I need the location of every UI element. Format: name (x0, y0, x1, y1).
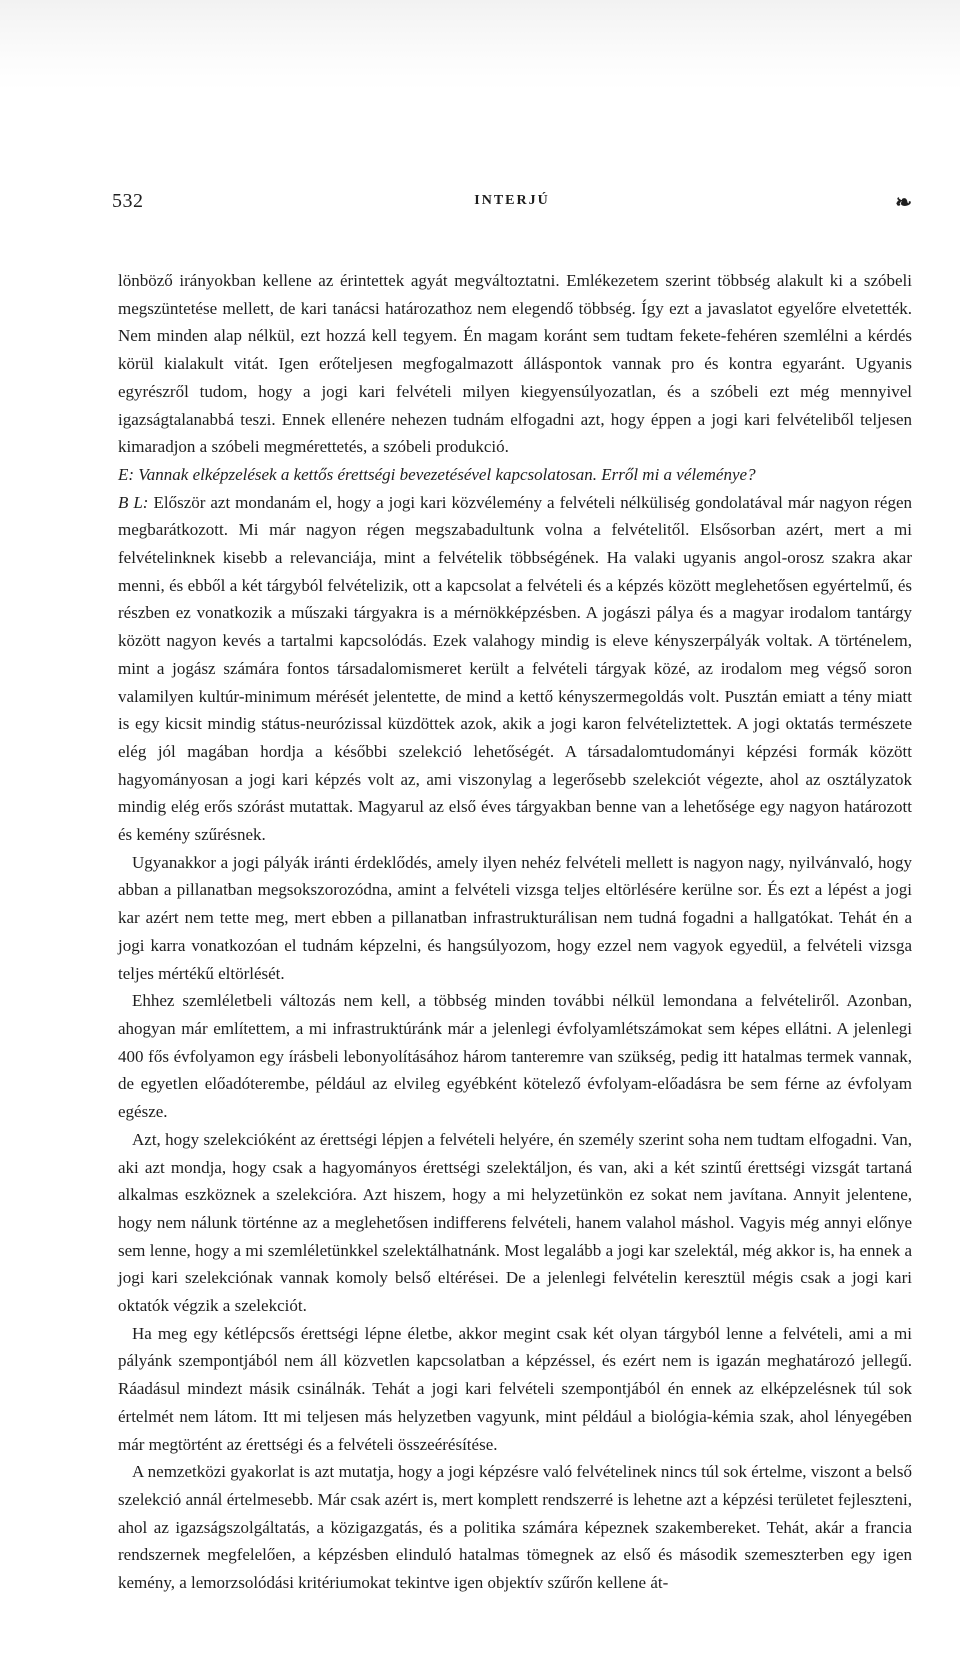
interviewee-answer (118, 489, 912, 849)
paragraph (118, 1320, 912, 1459)
answer-text: Először azt mondanám el, hogy a jogi kari közvélemény a felvételi nélküliség gondolatával már nagyon régen megbarátkozott. Mi már nagyon régen megszabadultunk volna a felvételitől. Elsősorban azért, mert a mi felvételinknek kisebb a relevanciája, mint a felvételik többségének. Ha valaki ugyanis angol-orosz szakra akar menni, és ebből a két tárgyból felvételizik, ott a kapcsolat a felvételi és a képzés között meglehetősen egyértelmű, és részben ez vonatkozik a műszaki tárgyakra is a mérnökképzésben. A jogászi pálya és a magyar irodalom tantárgy között nagyon kevés a tartalmi kapcsolódás. Ezek valahogy mindig is eleve kényszerpályák voltak. A történelem, mint a jogász számára fontos társadalomismeret került a felvételi tárgyak közé, az irodalom meg végső soron valamilyen kultúr-minimum mérését jelentette, de mind a kettő kényszermegoldás volt. Pusztán emiatt a tény miatt is egy kicsit mindig státus-neurózissal küzdöttek azok, akik a jogi karon felvételiztettek. A jogi oktatás természete elég jól magában hordja a későbbi szelekció lehetőségét. A társadalomtudományi képzési formák között hagyományosan a jogi kari képzés volt az, ami viszonylag a legerősebb szelekciót végezte, ahol az osztályzatok mindig elég erős szórást mutattak. Magyarul az első éves tárgyakban benne van a lehetősége egy nagyon határozott és kemény szűrésnek. (118, 492, 913, 845)
speaker-label: E: (118, 464, 135, 484)
page-header (112, 190, 912, 220)
paragraph-text: Ha meg egy kétlépcsős érettségi lépne életbe, akkor megint csak két olyan tárgyból lenne a felvételi, ami a mi pályánk szempontjából nem áll közvetlen kapcsolatban a képzéssel, és ezért nem is igazán meghatározó jellegű. Ráadásul mindezt másik csinálnák. Tehát a jogi kari felvételi szempontjából én ennek az elképzelésnek túl sok értelmét nem látom. Itt mi teljesen más helyzetben vagyunk, mint például a biológia-kémia szak, ahol lényegében már megtörtént az érettségi és a felvételi összeérésítése. (118, 1323, 912, 1454)
paragraph (118, 849, 912, 988)
paragraph-text: Azt, hogy szelekcióként az érettségi lépjen a felvételi helyére, én személy szerint soha nem tudtam elfogadni. Van, aki azt mondja, hogy csak a hagyományos érettségi szelektáljon, és van, aki a két szintű érettségi vizsgát tartaná alkalmas eszköznek a szelekcióra. Azt hiszem, hogy a mi helyzetünkön ez sokat nem javítana. Annyit jelentene, hogy nem nálunk történne az a meglehetősen indifferens felvételi, hanem valahol máshol. Vagyis még annyi előnye sem lenne, hogy a mi szemléletünkkel szelektálhatnánk. Most legalább a jogi kar szelektál, még akkor is, ha ennek a jogi kari szelekciónak vannak komoly belső eltérései. De a jelenlegi felvételin keresztül mégis csak a jogi kari oktatók végzik a szelekciót. (118, 1129, 912, 1316)
fleuron-icon: ❧ (895, 192, 912, 214)
running-head: INTERJÚ (474, 193, 550, 208)
paragraph (118, 987, 912, 1126)
speaker-label: B L: (118, 492, 149, 512)
interviewer-question (118, 461, 912, 489)
page-number: 532 (112, 190, 144, 212)
paragraph-text: Ehhez szemléletbeli változás nem kell, a többség minden további nélkül lemondana a felvételiről. Azonban, ahogyan már említettem, a mi infrastruktúránk már a jelenlegi évfolyamlétszámokat sem képes ellátni. A jelenlegi 400 fős évfolyamon egy írásbeli lebonyolításához három tanteremre van szükség, pedig itt hatalmas termek vannak, de egyetlen előadóterembe, például az elvileg egyébként kötelező évfolyam-előadásra be sem férne az évfolyam egésze. (118, 991, 912, 1122)
scan-shading (0, 0, 960, 90)
question-text: Vannak elképzelések a kettős érettségi bevezetésével kapcsolatosan. Erről mi a véleménye? (138, 464, 756, 484)
body-text (118, 267, 912, 1597)
paragraph (118, 1458, 912, 1597)
paragraph-text: Ugyanakkor a jogi pályák iránti érdeklődés, amely ilyen nehéz felvételi mellett is nagyon nagy, nyilvánvaló, hogy abban a pillanatban megsokszorozódna, amint a felvételi vizsga teljes eltörlésére kerülne sor. És ezt a lépést a jogi kar azért nem tette meg, mert ebben a pillanatban infrastrukturálisan nem tudná fogadni a hallgatókat. Tehát én a jogi karra vonatkozóan el tudnám képzelni, és hangsúlyozom, hogy ezzel nem vagyok egyedül, a felvételi vizsga teljes mértékű eltörlését. (118, 852, 912, 983)
paragraph-continuation (118, 267, 912, 461)
paragraph-text: lönböző irányokban kellene az érintettek agyát megváltoztatni. Emlékezetem szerint többség alakult ki a szóbeli megszüntetése mellett, de kari tanácsi határozathoz nem elegendő többség. Így ezt a javaslatot egyelőre elvetették. Nem minden alap nélkül, ezt hozzá kell tegyem. Én magam koránt sem tudtam fekete-fehéren szemlélni a kérdés körül kialakult vitát. Igen erőteljesen megfogalmazott álláspontok vannak pro és kontra egyaránt. Ugyanis egyrészről tudom, hogy a jogi kari felvételi milyen kiegyensúlyozatlan, és a szóbeli ezt még mennyivel igazságtalanabbá teszi. Ennek ellenére nehezen tudnám elfogadni azt, hogy éppen a jogi kari felvételiből teljesen kimaradjon a szóbeli megmérettetés, a szóbeli produkció. (118, 271, 912, 457)
paragraph (118, 1126, 912, 1320)
paragraph-text: A nemzetközi gyakorlat is azt mutatja, hogy a jogi képzésre való felvételinek nincs túl sok értelme, viszont a belső szelekció annál értelmesebb. Már csak azért is, mert komplett rendszerré is lehetne azt a képzési területet fejleszteni, ahol az igazságszolgáltatás, a közigazgatás, és a politika számára képeznek szakembereket. Tehát, akár a francia rendszernek megfelelően, a képzésben elinduló hatalmas tömegnek az első és második szemeszterben egy igen kemény, a lemorzsolódási kritériumokat tekintve igen objektív szűrőn kellene át- (118, 1462, 912, 1593)
